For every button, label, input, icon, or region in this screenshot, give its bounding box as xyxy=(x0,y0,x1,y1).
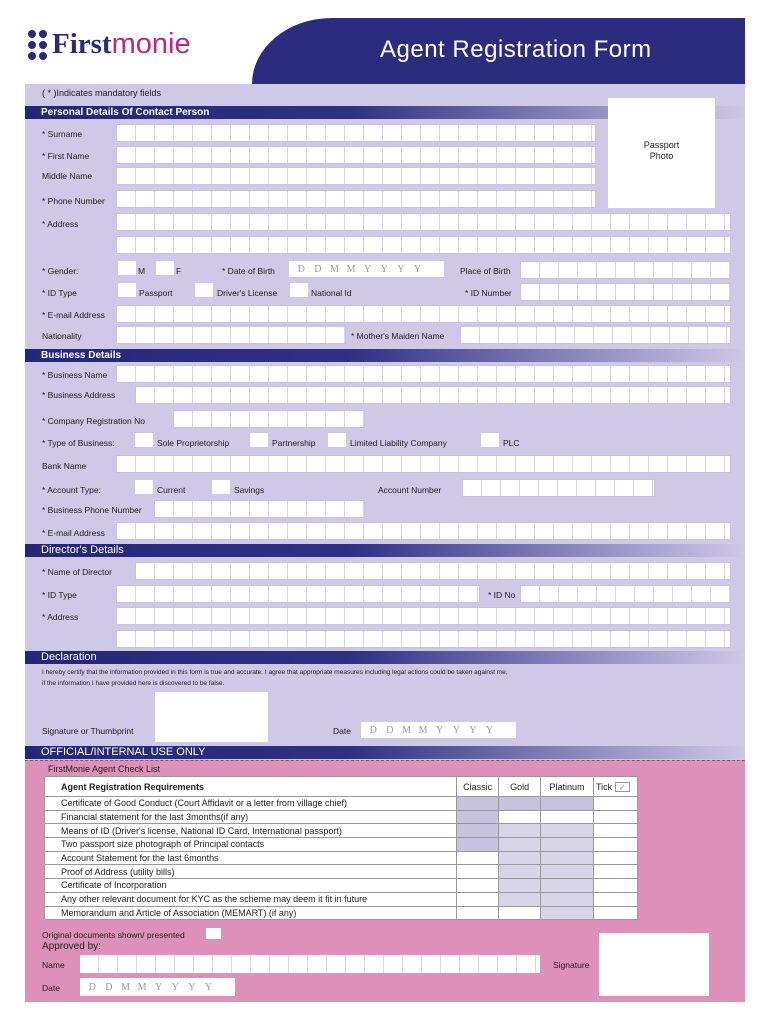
gold-cell xyxy=(499,906,541,920)
pob-field[interactable] xyxy=(520,261,731,279)
platinum-cell xyxy=(541,824,594,838)
company-reg-label: * Company Registration No xyxy=(42,416,145,426)
date-mask-char: D xyxy=(369,724,377,736)
nationality-label: Nationality xyxy=(42,331,82,341)
date-mask-char: D xyxy=(314,263,322,275)
gold-cell xyxy=(499,865,541,879)
gender-male-label: M xyxy=(138,266,146,276)
table-row xyxy=(45,892,638,906)
dob-label: * Date of Birth xyxy=(222,266,275,276)
id-number-field[interactable] xyxy=(520,283,731,301)
table-row xyxy=(45,838,638,852)
gender-female-label: F xyxy=(176,266,182,276)
savings-checkbox[interactable] xyxy=(212,480,230,494)
platinum-cell xyxy=(541,810,594,824)
email-field[interactable] xyxy=(116,305,731,323)
savings-label: Savings xyxy=(234,485,265,495)
declaration-text-1: I hereby certify that the information provided in this form is true and accurate. I agree that appropriate measures including legal actions could be taken against me, xyxy=(42,669,508,676)
llc-checkbox[interactable] xyxy=(328,433,346,447)
checklist-title: FirstMonie Agent Check List xyxy=(48,764,161,774)
date-mask-char: Y xyxy=(171,981,179,993)
req-label: Financial statement for the last 3months(if any) xyxy=(45,810,457,824)
photo-label-1: Passport xyxy=(643,140,680,150)
gender-male-checkbox[interactable] xyxy=(118,261,136,275)
director-heading: Director's Details xyxy=(25,544,745,557)
address-field-1[interactable] xyxy=(116,213,731,231)
pob-label: Place of Birth xyxy=(460,266,511,276)
col-gold: Gold xyxy=(499,777,541,797)
req-label: Means of ID (Driver's license, National ID Card, International passport) xyxy=(45,824,457,838)
tick-cell[interactable] xyxy=(594,797,638,811)
declaration-heading: Declaration xyxy=(25,651,745,664)
classic-cell xyxy=(457,879,499,893)
official-heading: OFFICIAL/INTERNAL USE ONLY xyxy=(25,746,745,759)
drivers-license-checkbox[interactable] xyxy=(195,283,213,297)
middle-name-label: Middle Name xyxy=(42,171,93,181)
national-id-checkbox[interactable] xyxy=(290,283,308,297)
date-mask-char: M xyxy=(137,981,147,993)
gold-cell xyxy=(499,851,541,865)
date-mask-char: D xyxy=(386,724,394,736)
logo-first: First xyxy=(52,28,112,60)
date-mask-char: M xyxy=(330,263,339,275)
platinum-cell xyxy=(541,865,594,879)
date-mask-char: M xyxy=(121,981,130,993)
table-row xyxy=(45,797,638,811)
national-id-label: National Id xyxy=(311,288,352,298)
platinum-cell xyxy=(541,906,594,920)
account-type-label: * Account Type: xyxy=(42,485,101,495)
llc-label: Limited Liability Company xyxy=(350,438,447,448)
company-reg-field[interactable] xyxy=(173,410,365,428)
approver-name-label: Name xyxy=(42,960,65,970)
platinum-cell xyxy=(541,879,594,893)
date-mask-char: Y xyxy=(452,724,460,736)
date-mask-char: Y xyxy=(413,263,422,275)
platinum-cell xyxy=(541,838,594,852)
col-classic: Classic xyxy=(457,777,499,797)
page-title: Agent Registration Form xyxy=(380,36,652,63)
dob-field[interactable] xyxy=(289,261,444,277)
business-email-label: * E-mail Address xyxy=(42,528,105,538)
tick-cell[interactable] xyxy=(594,879,638,893)
classic-cell xyxy=(457,865,499,879)
date-mask-char: Y xyxy=(485,724,494,736)
logo-monie: monie xyxy=(111,28,191,60)
director-address-field-1[interactable] xyxy=(116,607,731,625)
passport-photo-box[interactable] xyxy=(608,98,715,208)
logo-dots-icon xyxy=(28,30,47,60)
director-address-label: * Address xyxy=(42,612,79,622)
declaration-date-label: Date xyxy=(333,726,351,736)
middle-name-field[interactable] xyxy=(116,167,596,185)
sole-checkbox[interactable] xyxy=(135,433,153,447)
date-mask-char: M xyxy=(346,263,356,275)
tick-cell[interactable] xyxy=(594,838,638,852)
business-email-field[interactable] xyxy=(116,522,731,540)
director-id-no-field[interactable] xyxy=(520,585,731,603)
current-checkbox[interactable] xyxy=(135,480,153,494)
business-address-label: * Business Address xyxy=(42,390,116,400)
tick-cell[interactable] xyxy=(594,865,638,879)
table-row xyxy=(45,906,638,920)
business-type-label: * Type of Business: xyxy=(42,438,115,448)
date-mask-char: D xyxy=(105,981,113,993)
originals-label: Original documents shown/ presented xyxy=(42,930,185,940)
classic-cell xyxy=(457,810,499,824)
platinum-cell xyxy=(541,797,594,811)
gold-cell xyxy=(499,838,541,852)
approved-by-label: Approved by: xyxy=(42,941,101,952)
phone-field[interactable] xyxy=(116,190,596,208)
classic-cell xyxy=(457,838,499,852)
director-address-field-2[interactable] xyxy=(116,630,731,648)
date-mask-char: Y xyxy=(155,981,163,993)
approver-date-label: Date xyxy=(42,983,60,993)
director-name-label: * Name of Director xyxy=(42,567,112,577)
tick-cell[interactable] xyxy=(594,906,638,920)
classic-cell xyxy=(457,906,499,920)
checklist-header-row xyxy=(45,777,638,797)
date-mask-char: Y xyxy=(204,981,213,993)
id-number-label: * ID Number xyxy=(465,288,512,298)
current-label: Current xyxy=(157,485,186,495)
date-mask-char: Y xyxy=(469,724,477,736)
declaration-date-field[interactable] xyxy=(361,722,516,738)
director-id-type-field[interactable] xyxy=(116,585,480,603)
signature-box[interactable] xyxy=(155,692,268,742)
director-name-field[interactable] xyxy=(135,562,731,580)
declaration-text-2: if the information I have provided here is discovered to be false. xyxy=(42,680,225,687)
gender-label: * Gender: xyxy=(42,266,79,276)
approver-name-field[interactable] xyxy=(80,955,540,973)
signature-label: Signature or Thumbprint xyxy=(42,726,134,736)
business-heading: Business Details xyxy=(25,349,745,362)
first-name-label: * First Name xyxy=(42,151,90,161)
plc-label: PLC xyxy=(503,438,520,448)
id-type-label: * ID Type xyxy=(42,288,77,298)
tick-cell[interactable] xyxy=(594,892,638,906)
business-name-label: * Business Name xyxy=(42,370,108,380)
address-label: * Address xyxy=(42,219,79,229)
table-row xyxy=(45,824,638,838)
approver-signature-label: Signature xyxy=(553,960,590,970)
col-tick-label: Tick xyxy=(596,781,613,792)
req-label: Account Statement for the last 6months xyxy=(45,851,457,865)
account-number-label: Account Number xyxy=(378,485,442,495)
date-mask-char: Y xyxy=(188,981,196,993)
business-address-field[interactable] xyxy=(135,386,731,404)
surname-label: * Surname xyxy=(42,129,83,139)
date-mask-char: M xyxy=(418,724,428,736)
tick-icon: ✓ xyxy=(615,782,630,792)
firstmonie-logo xyxy=(28,28,191,61)
passport-label: Passport xyxy=(139,288,173,298)
req-label: Certificate of Good Conduct (Court Affidavit or a letter from village chief) xyxy=(45,797,457,811)
partnership-label: Partnership xyxy=(272,438,316,448)
gender-female-checkbox[interactable] xyxy=(156,261,174,275)
gold-cell xyxy=(499,824,541,838)
director-id-type-label: * ID Type xyxy=(42,590,77,600)
date-mask-char: Y xyxy=(380,263,388,275)
col-platinum: Platinum xyxy=(541,777,594,797)
checklist-table xyxy=(44,776,638,920)
date-mask-char: D xyxy=(88,981,96,993)
phone-label: * Phone Number xyxy=(42,196,105,206)
gold-cell xyxy=(499,810,541,824)
table-row xyxy=(45,865,638,879)
plc-checkbox[interactable] xyxy=(481,433,499,447)
req-label: Proof of Address (utility bills) xyxy=(45,865,457,879)
platinum-cell xyxy=(541,851,594,865)
date-mask-char: D xyxy=(297,263,305,275)
classic-cell xyxy=(457,824,499,838)
tick-cell[interactable] xyxy=(594,851,638,865)
date-mask-char: Y xyxy=(364,263,372,275)
director-id-no-label: * ID No xyxy=(488,590,516,600)
sole-label: Sole Proprietorship xyxy=(157,438,230,448)
gold-cell xyxy=(499,797,541,811)
platinum-cell xyxy=(541,892,594,906)
req-label: Certificate of Incorporation xyxy=(45,879,457,893)
gold-cell xyxy=(499,892,541,906)
partnership-checkbox[interactable] xyxy=(250,433,268,447)
business-phone-label: * Business Phone Number xyxy=(42,505,142,515)
classic-cell xyxy=(457,797,499,811)
date-mask-char: Y xyxy=(436,724,444,736)
tick-cell[interactable] xyxy=(594,810,638,824)
col-requirements: Agent Registration Requirements xyxy=(45,777,457,797)
classic-cell xyxy=(457,892,499,906)
passport-checkbox[interactable] xyxy=(118,283,136,297)
nationality-field[interactable] xyxy=(116,326,346,344)
table-row xyxy=(45,810,638,824)
table-row xyxy=(45,851,638,865)
business-name-field[interactable] xyxy=(116,365,731,383)
bank-name-label: Bank Name xyxy=(42,461,87,471)
address-field-2[interactable] xyxy=(116,236,731,254)
first-name-field[interactable] xyxy=(116,146,596,164)
approver-signature-box[interactable] xyxy=(599,933,709,996)
date-mask-char: Y xyxy=(397,263,405,275)
cut-line xyxy=(25,760,745,761)
tick-cell[interactable] xyxy=(594,824,638,838)
approver-date-field[interactable] xyxy=(80,978,235,996)
req-label: Two passport size photograph of Principal contacts xyxy=(45,838,457,852)
bank-name-field[interactable] xyxy=(116,455,731,473)
table-row xyxy=(45,879,638,893)
surname-field[interactable] xyxy=(116,124,596,142)
drivers-license-label: Driver's License xyxy=(217,288,278,298)
classic-cell xyxy=(457,851,499,865)
req-label: Memorandum and Article of Association (MEMART) (if any) xyxy=(45,906,457,920)
maiden-name-label: * Mother's Maiden Name xyxy=(351,331,445,341)
originals-checkbox[interactable] xyxy=(206,928,221,939)
personal-heading: Personal Details Of Contact Person xyxy=(25,106,745,119)
business-phone-field[interactable] xyxy=(154,500,365,518)
email-label: * E-mail Address xyxy=(42,310,105,320)
mandatory-note: ( * )Indicates mandatory fields xyxy=(42,88,162,98)
account-number-field[interactable] xyxy=(462,479,655,497)
gold-cell xyxy=(499,879,541,893)
col-tick xyxy=(594,777,638,797)
req-label: Any other relevant document for KYC as the scheme may deem it fit in future xyxy=(45,892,457,906)
date-mask-char: M xyxy=(402,724,411,736)
maiden-name-field[interactable] xyxy=(460,326,731,344)
photo-label-2: Photo xyxy=(649,151,674,161)
